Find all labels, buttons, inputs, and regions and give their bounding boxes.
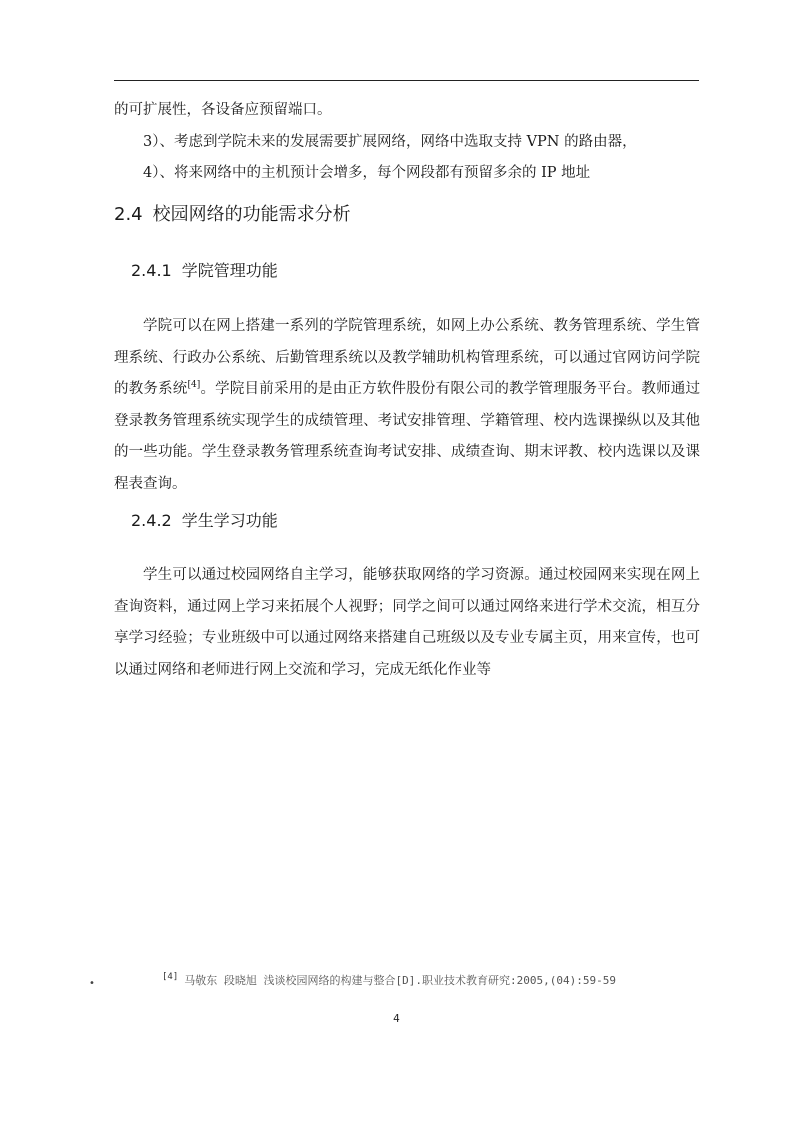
subsection-heading-1 <box>131 260 278 282</box>
section-title: 校园网络的功能需求分析 <box>152 204 351 225</box>
section-heading <box>114 203 351 227</box>
paragraph-management <box>114 311 700 500</box>
footnote-mark: [4] <box>162 972 179 983</box>
header-rule <box>114 80 699 81</box>
subsection-number-1: 2.4.1 <box>131 261 172 280</box>
section-number: 2.4 <box>114 204 143 225</box>
footnote-text: 马敬东 段晓旭 浅谈校园网络的构建与整合[D].职业技术教育研究:2005,(04):59-59 <box>184 974 616 987</box>
footnote-bullet: • <box>89 978 95 989</box>
list-item-3: 3）、考虑到学院未来的发展需要扩展网络，网络中选取支持 VPN 的路由器， <box>143 134 637 150</box>
footnote <box>162 972 616 988</box>
paragraph-management-part1: 学院可以在网上搭建一系列的学院管理系统，如网上办公系统、教务管理系统、学生管理系统、行政办公系统、后勤管理系统以及教学辅助机构管理系统，可以通过官网访问学院的教务系统 <box>114 318 700 397</box>
subsection-title-2: 学生学习功能 <box>181 511 278 530</box>
page-number: 4 <box>393 1013 400 1025</box>
subsection-heading-2 <box>131 510 278 532</box>
citation-ref[interactable]: [4] <box>187 380 201 391</box>
subsection-number-2: 2.4.2 <box>131 511 172 530</box>
list-item-4: 4）、将来网络中的主机预计会增多，每个网段都有预留多余的 IP 地址 <box>143 165 591 181</box>
paragraph-management-part2: 。学院目前采用的是由正方软件股份有限公司的教学管理服务平台。教师通过登录教务管理系统实现学生的成绩管理、考试安排管理、学籍管理、校内选课操纵以及其他的一些功能。学生登录教务管理系统查询考试安排、成绩查询、期末评教、校内选课以及课程表查询。 <box>114 381 701 492</box>
subsection-title-1: 学院管理功能 <box>181 261 278 280</box>
continuation-line: 的可扩展性，各设备应预留端口。 <box>114 102 332 118</box>
paragraph-learning: 学生可以通过校园网络自主学习，能够获取网络的学习资源。通过校园网来实现在网上查询资料，通过网上学习来拓展个人视野；同学之间可以通过网络来进行学术交流，相互分享学习经验；专业班级中可以通过网络来搭建自己班级以及专业专属主页，用来宣传，也可以通过网络和老师进行网上交流和学习，完成无纸化作业等 <box>114 567 700 678</box>
